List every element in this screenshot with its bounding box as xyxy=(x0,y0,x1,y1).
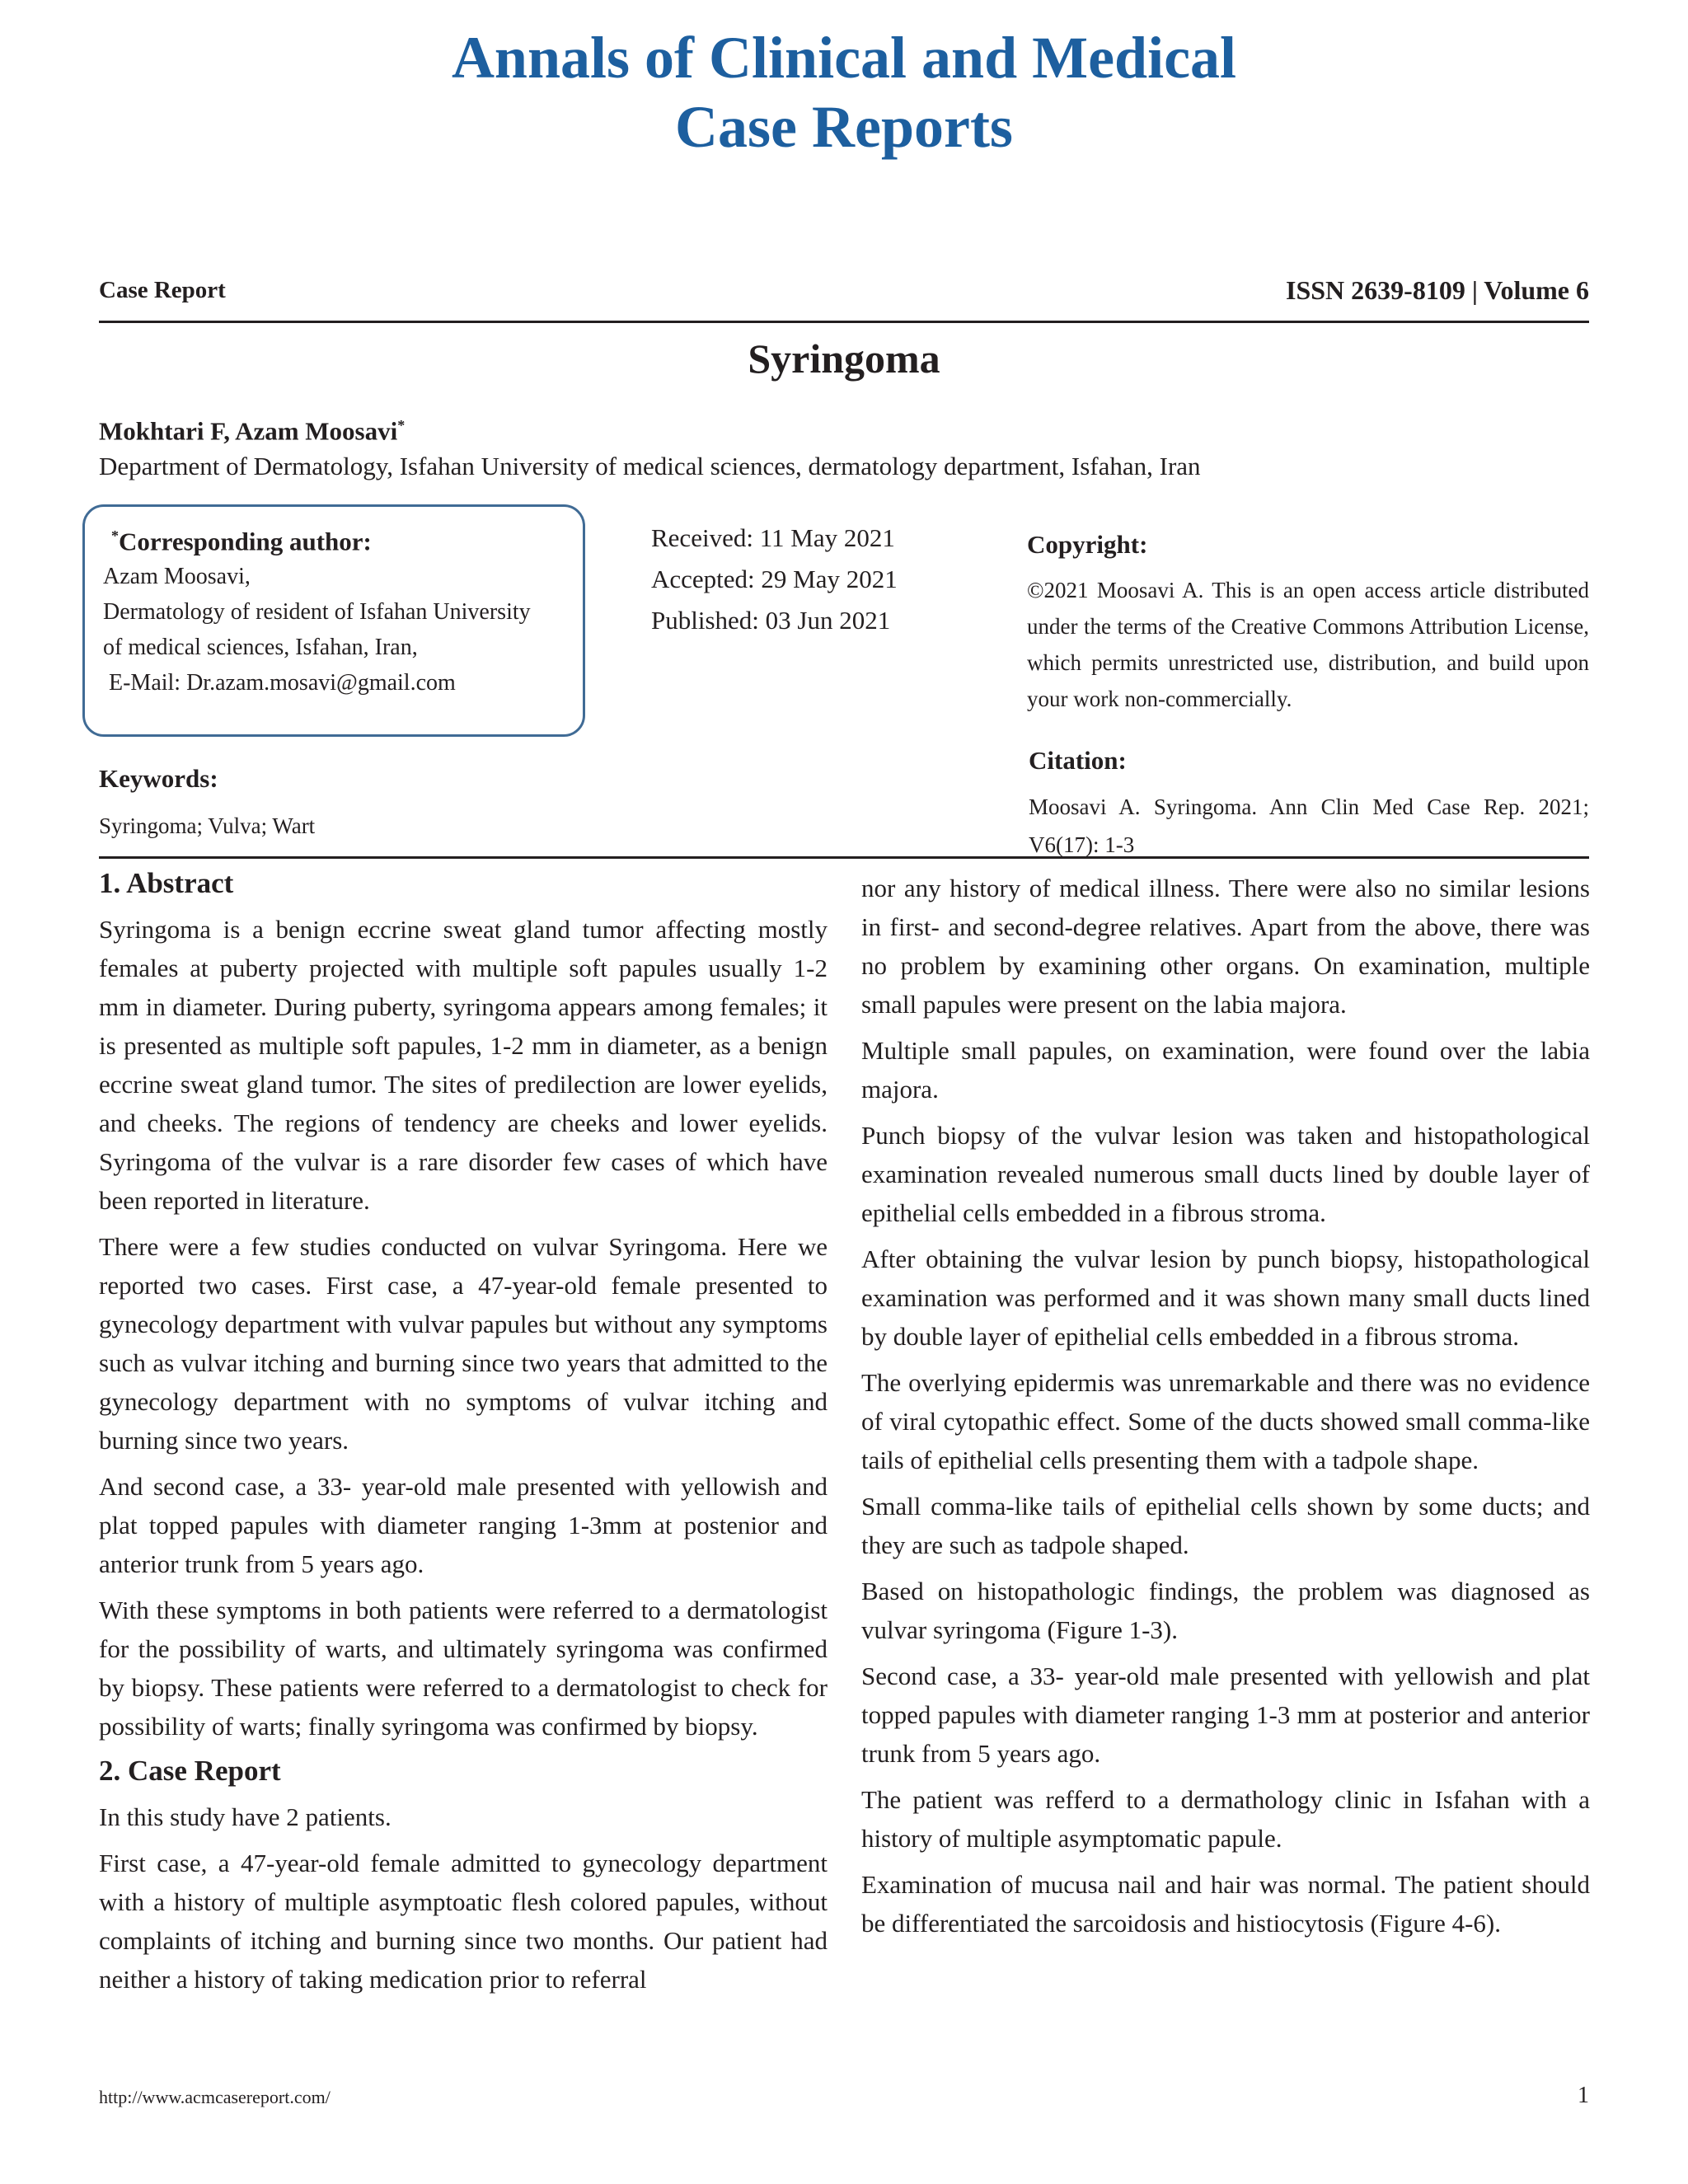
corresponding-mark: * xyxy=(111,527,119,544)
copyright-block xyxy=(1027,527,1589,717)
body-right-column xyxy=(861,869,1590,1950)
footer-url[interactable]: http://www.acmcasereport.com/ xyxy=(99,2087,331,2107)
article-type: Case Report xyxy=(99,277,226,303)
abstract-paragraph-4: With these symptoms in both patients were referred to a dermatologist for the possibility of warts, and ultimately syringoma was confirmed by biopsy. These patients were referred to a dermatologist to check for possibility of warts; finally syringoma was confirmed by biopsy. xyxy=(99,1596,828,1741)
citation-block xyxy=(1029,743,1589,864)
copyright-heading: Copyright: xyxy=(1027,530,1148,559)
page-number: 1 xyxy=(1578,2083,1589,2108)
corresponding-email[interactable]: E-Mail: Dr.azam.mosavi@gmail.com xyxy=(103,670,456,696)
author-mark: * xyxy=(397,417,406,434)
right-paragraph-1: nor any history of medical illness. There were also no similar lesions in first- and second-degree relatives. Apart from the above, there was no problem by examining other organs. On examination, multiple small papules were present on the labia majora. xyxy=(861,874,1590,1019)
right-paragraph-5: The overlying epidermis was unremarkable and there was no evidence of viral cytopathic effect. Some of the ducts showed small comma-like tails of epithelial cells presenting them with a tadpole shape. xyxy=(861,1368,1590,1474)
section-divider xyxy=(99,856,1589,859)
corresponding-author-heading xyxy=(111,518,583,559)
published-date: Published: 03 Jun 2021 xyxy=(651,606,891,635)
keywords-block xyxy=(99,762,315,842)
case-paragraph-1: In this study have 2 patients. xyxy=(99,1802,392,1831)
article-title: Syringoma xyxy=(748,335,940,382)
corresponding-author-box xyxy=(82,504,585,737)
header-bar xyxy=(99,274,1589,323)
authors xyxy=(99,407,405,449)
received-date: Received: 11 May 2021 xyxy=(651,523,895,552)
corresponding-line3: of medical sciences, Isfahan, Iran, xyxy=(103,635,418,661)
citation-heading: Citation: xyxy=(1029,746,1127,775)
keywords-text: Syringoma; Vulva; Wart xyxy=(99,813,316,838)
affiliation: Department of Dermatology, Isfahan University of medical sciences, dermatology department, Isfahan, Iran xyxy=(99,452,1201,480)
right-paragraph-4: After obtaining the vulvar lesion by punch biopsy, histopathological examination was performed and it was shown many small ducts lined by double layer of epithelial cells embedded in a fibrous stroma. xyxy=(861,1244,1590,1351)
corresponding-heading-text: Corresponding author: xyxy=(119,527,372,556)
issn-volume: ISSN 2639-8109 | Volume 6 xyxy=(1286,275,1589,305)
corresponding-name: Azam Moosavi, xyxy=(103,564,251,590)
accepted-date: Accepted: 29 May 2021 xyxy=(651,565,898,593)
right-paragraph-6: Small comma-like tails of epithelial cells shown by some ducts; and they are such as tadpole shaped. xyxy=(861,1492,1590,1559)
right-paragraph-9: The patient was refferd to a dermathology clinic in Isfahan with a history of multiple asymptomatic papule. xyxy=(861,1785,1590,1853)
journal-title-line1: Annals of Clinical and Medical xyxy=(451,25,1237,91)
journal-title xyxy=(0,23,1688,162)
citation-text: Moosavi A. Syringoma. Ann Clin Med Case Rep. 2021; V6(17): 1-3 xyxy=(1029,794,1589,857)
copyright-text: ©2021 Moosavi A. This is an open access article distributed under the terms of the Creative Commons Attribution License, which permits unrestricted use, distribution, and build upon your work non-commercially. xyxy=(1027,578,1589,711)
keywords-heading: Keywords: xyxy=(99,764,218,793)
right-paragraph-3: Punch biopsy of the vulvar lesion was taken and histopathological examination revealed numerous small ducts lined by double layer of epithelial cells embedded in a fibrous stroma. xyxy=(861,1121,1590,1227)
abstract-paragraph-3: And second case, a 33- year-old male presented with yellowish and plat topped papules with diameter ranging 1-3mm at postenior and anterior trunk from 5 years ago. xyxy=(99,1472,828,1578)
abstract-heading: 1. Abstract xyxy=(99,867,234,899)
right-paragraph-2: Multiple small papules, on examination, were found over the labia majora. xyxy=(861,1036,1590,1104)
right-paragraph-10: Examination of mucusa nail and hair was normal. The patient should be differentiated the sarcoidosis and histiocytosis (Figure 4-6). xyxy=(861,1870,1590,1938)
right-paragraph-7: Based on histopathologic findings, the problem was diagnosed as vulvar syringoma (Figure 1-3). xyxy=(861,1577,1590,1644)
journal-title-line2: Case Reports xyxy=(675,94,1013,160)
case-report-heading: 2. Case Report xyxy=(99,1755,281,1787)
body-left-column xyxy=(99,865,828,2006)
corresponding-line2: Dermatology of resident of Isfahan University xyxy=(103,599,531,626)
right-paragraph-8: Second case, a 33- year-old male presented with yellowish and plat topped papules with diameter ranging 1-3 mm at posterior and anterior trunk from 5 years ago. xyxy=(861,1661,1590,1768)
case-paragraph-2: First case, a 47-year-old female admitted to gynecology department with a history of multiple asymptoatic flesh colored papules, without complaints of itching and burning since two months. Our patient had neither a history of taking medication prior to referral xyxy=(99,1849,828,1994)
abstract-paragraph-2: There were a few studies conducted on vulvar Syringoma. Here we reported two cases. First case, a 47-year-old female presented to gynecology department with vulvar papules but without any symptoms such as vulvar itching and burning since two years that admitted to the gynecology department with no symptoms of vulvar itching and burning since two years. xyxy=(99,1232,828,1455)
abstract-paragraph-1: Syringoma is a benign eccrine sweat gland tumor affecting mostly females at puberty projected with multiple soft papules usually 1-2 mm in diameter. During puberty, syringoma appears among females; it is presented as multiple soft papules, 1-2 mm in diameter, as a benign eccrine sweat gland tumor. The sites of predilection are lower eyelids, and cheeks. The regions of tendency are cheeks and lower eyelids. Syringoma of the vulvar is a rare disorder few cases of which have been reported in literature. xyxy=(99,915,828,1215)
author-names: Mokhtari F, Azam Moosavi xyxy=(99,416,398,446)
dates xyxy=(651,518,898,641)
